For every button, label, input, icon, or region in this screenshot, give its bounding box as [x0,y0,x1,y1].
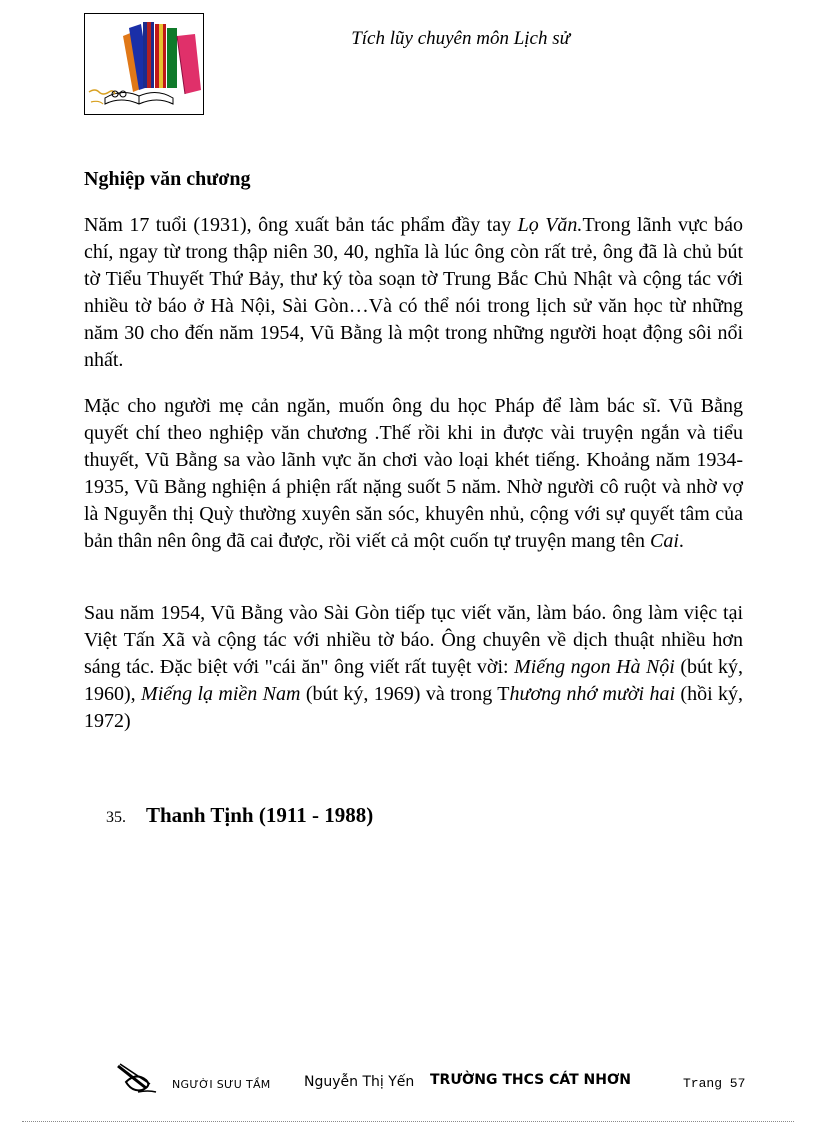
text-run: Mặc cho người mẹ cản ngăn, muốn ông du học Pháp để làm bác sĩ. Vũ Bằng quyết chí theo nghiệp văn chương .Thế rồi khi in được vài truyện ngắn và tiểu thuyết, Vũ Bằng sa vào lãnh vực ăn chơi vào loại khét tiếng. Khoảng năm 1934-1935, Vũ Bằng nghiện á phiện rất nặng suốt 5 năm. Nhờ người cô ruột và nhờ vợ là Nguyễn thị Quỳ thường xuyên săn sóc, khuyên nhủ, cộng với sự quyết tâm của bản thân nên ông đã cai được, rồi viết cả một cuốn tự truyện mang tên [84,395,743,552]
paragraph-1 [84,212,743,374]
italic-title: Miếng lạ miền Nam [141,683,301,705]
text-run: (bút ký, 1969) và trong T [300,683,510,705]
bottom-dotted-rule [22,1121,794,1122]
italic-title: hương nhớ mười hai [509,683,676,705]
italic-title: Cai [649,530,679,552]
footer-page-number: Trang 57 [683,1076,746,1091]
paragraph-2 [84,393,743,555]
footer-author: Nguyễn Thị Yến [304,1074,415,1090]
entry-title: Thanh Tịnh (1911 - 1988) [146,803,374,827]
italic-title: Miếng ngon Hà Nội [514,656,675,678]
text-run: (hồi ký, 1972) [84,683,744,732]
header-title: Tích lũy chuyên môn Lịch sử [351,28,570,49]
books-icon [85,14,203,114]
header-logo [84,13,204,115]
paragraph-3 [84,600,743,735]
text-run: Sau năm 1954, Vũ Bằng vào Sài Gòn tiếp tục viết văn, làm báo. ông làm việc tại Việt Tấn Xã và cộng tác với nhiều tờ báo. Ông chuyên về dịch thuật nhiều hơn sáng tác. Đặc biệt với "cái ăn" ông viết rất tuyệt vời: [84,602,743,678]
text-run: Trong lãnh vực báo chí, ngay từ trong thập niên 30, 40, nghĩa là lúc ông còn rất trẻ, ông đã là chủ bút tờ Tiểu Thuyết Thứ Bảy, thư ký tòa soạn tờ Trung Bắc Chủ Nhật và cộng tác với nhiều tờ báo ở Hà Nội, Sài Gòn…Và có thể nói trong lịch sử văn học từ những năm 30 cho đến năm 1954, Vũ Bằng là một trong những người hoạt động sôi nổi nhất. [84,214,743,371]
italic-title: Lọ Văn. [517,214,583,236]
text-run: . [678,530,684,552]
text-run: Năm 17 tuổi (1931), ông xuất bản tác phẩm đầy tay [84,214,518,236]
quill-pen-icon [116,1062,164,1098]
footer-label: NGƯỜI SƯU TẦM [172,1078,271,1091]
text-run: (bút ký, 1960), [84,656,744,705]
list-entry [106,803,373,828]
footer-school: TRƯỜNG THCS CÁT NHƠN [430,1072,631,1088]
entry-number: 35. [106,809,126,826]
page-footer [0,1062,816,1102]
section-heading: Nghiệp văn chương [84,168,251,190]
